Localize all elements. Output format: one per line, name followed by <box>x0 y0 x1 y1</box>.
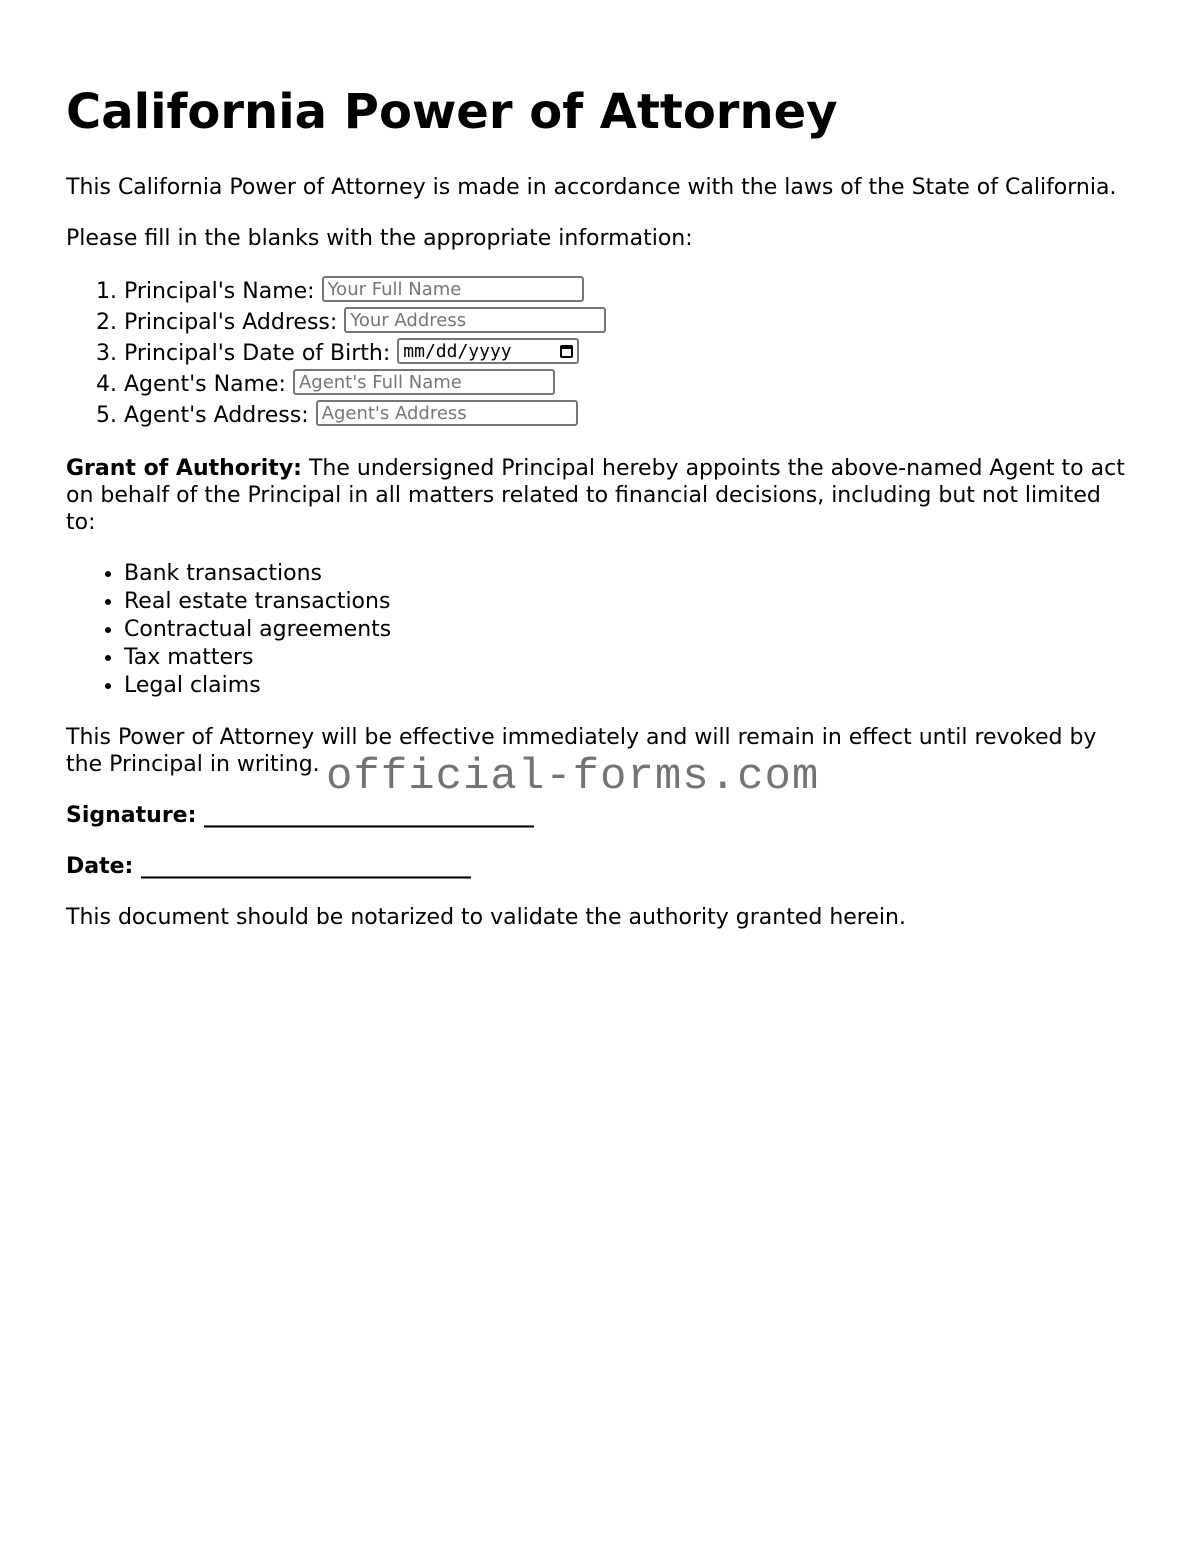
date-label: Date: <box>66 854 134 879</box>
list-item: • Real estate transactions <box>124 588 1126 616</box>
list-item <box>124 338 1126 369</box>
principal-address-input[interactable] <box>344 307 606 333</box>
watermark: official-forms.com <box>326 752 820 802</box>
agent-name-input[interactable] <box>293 369 555 395</box>
list-item <box>124 276 1126 307</box>
document-page <box>66 0 1126 931</box>
calendar-icon[interactable] <box>560 345 573 358</box>
list-item <box>124 307 1126 338</box>
signature-label: Signature: <box>66 803 197 828</box>
date-blank: ______________________________ <box>133 854 472 879</box>
principal-name-input[interactable] <box>322 276 584 302</box>
list-item: • Bank transactions <box>124 560 1126 588</box>
principal-dob-label: Principal's Date of Birth: <box>124 341 391 366</box>
list-item: • Legal claims <box>124 672 1126 700</box>
fill-instruction: Please fill in the blanks with the appropriate information: <box>66 226 693 251</box>
list-item <box>124 400 1126 431</box>
list-item: • Contractual agreements <box>124 616 1126 644</box>
grant-paragraph <box>66 455 1126 536</box>
date-format-text: mm/dd/yyyy <box>403 340 512 362</box>
intro-paragraph: This California Power of Attorney is made in accordance with the laws of the State of California. <box>66 175 1117 200</box>
list-item: • Tax matters <box>124 644 1126 672</box>
signature-blank: ______________________________ <box>196 803 535 828</box>
principal-name-label: Principal's Name: <box>124 279 315 304</box>
principal-address-label: Principal's Address: <box>124 310 338 335</box>
notary-paragraph: This document should be notarized to validate the authority granted herein. <box>66 905 906 930</box>
grant-text: The undersigned Principal hereby appoints the above-named Agent to act on behalf of the Principal in all matters related to financial decisions, including but not limited to: <box>66 456 1125 535</box>
agent-name-label: Agent's Name: <box>124 372 286 397</box>
agent-address-input[interactable] <box>316 400 578 426</box>
page-title: California Power of Attorney <box>66 84 838 140</box>
info-field-list <box>66 276 1126 431</box>
date-line <box>66 853 1126 880</box>
list-item <box>124 369 1126 400</box>
principal-dob-input[interactable] <box>397 338 579 364</box>
agent-address-label: Agent's Address: <box>124 403 309 428</box>
grant-heading: Grant of Authority: <box>66 456 302 481</box>
signature-line <box>66 802 1126 829</box>
effective-paragraph: This Power of Attorney will be effective immediately and will remain in effect until revoked by the Principal in writing. <box>66 725 1097 777</box>
powers-list <box>66 560 1126 700</box>
